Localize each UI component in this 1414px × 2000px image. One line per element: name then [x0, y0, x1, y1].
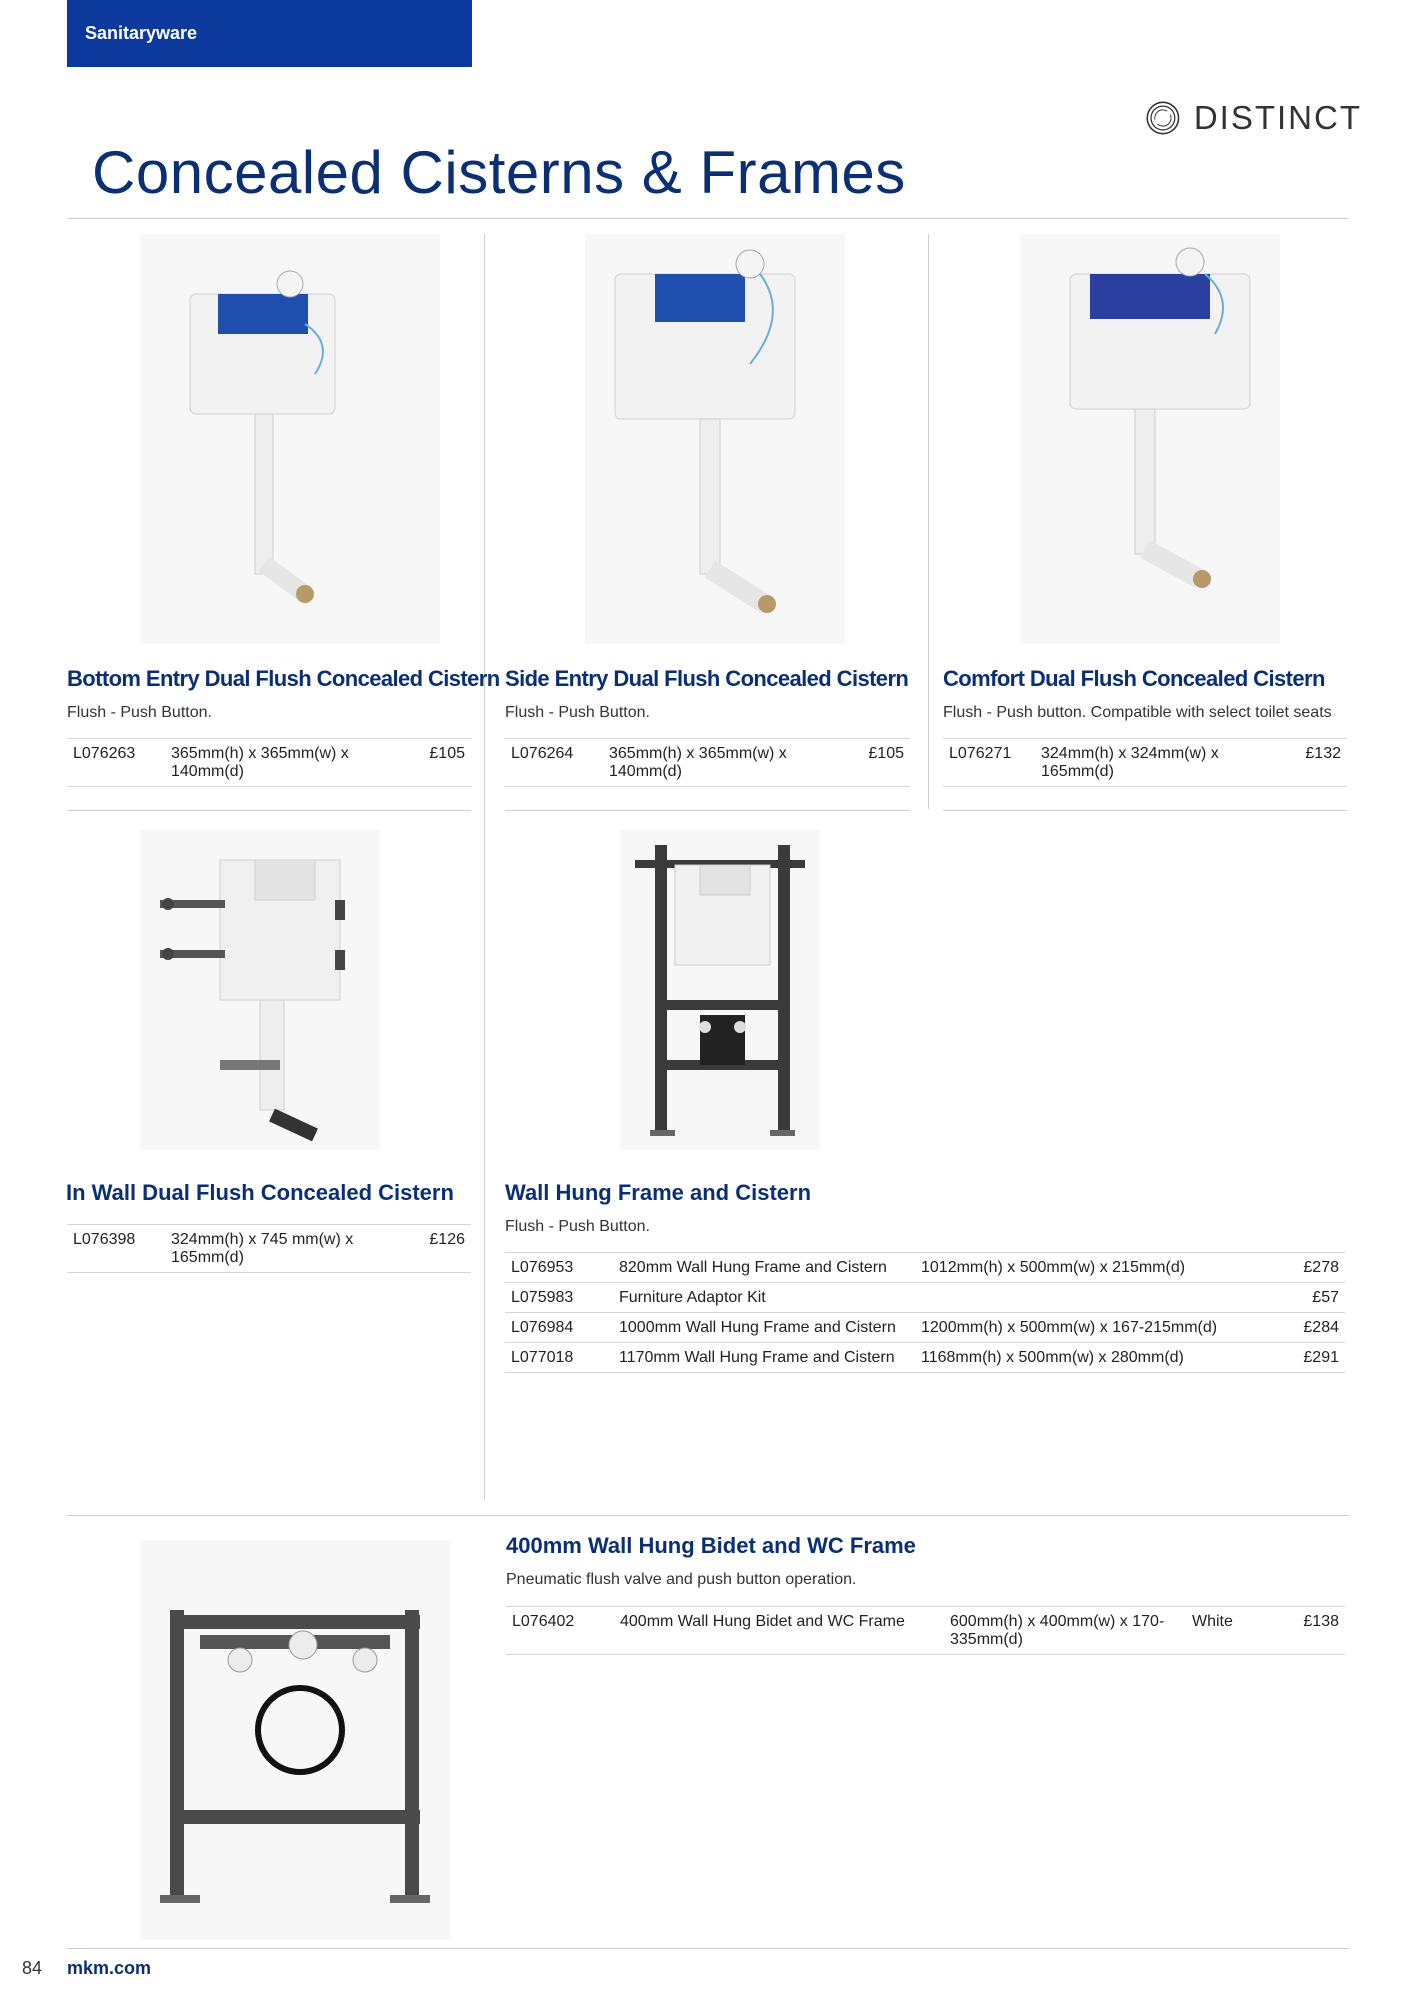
product-title: Comfort Dual Flush Concealed Cistern [943, 666, 1325, 691]
product-dimensions: 365mm(h) x 365mm(w) x 140mm(d) [165, 739, 399, 787]
column-divider [928, 234, 929, 809]
table-row [67, 739, 471, 787]
product-dimensions: 1168mm(h) x 500mm(w) x 280mm(d) [915, 1343, 1273, 1373]
product-dimensions: 324mm(h) x 324mm(w) x 165mm(d) [1035, 739, 1275, 787]
product-dimensions: 1200mm(h) x 500mm(w) x 167-215mm(d) [915, 1313, 1273, 1343]
section-tab: Sanitaryware [67, 0, 472, 67]
product-dimensions [915, 1283, 1273, 1313]
table-row [505, 1343, 1345, 1373]
table-row [505, 1313, 1345, 1343]
table-row [506, 1607, 1345, 1655]
product-price: £105 [838, 739, 910, 787]
distinct-logo-icon [1146, 91, 1180, 145]
product-image-bottom-entry-cistern [140, 234, 440, 644]
product-code: L076398 [67, 1225, 165, 1273]
product-dimensions: 324mm(h) x 745 mm(w) x 165mm(d) [165, 1225, 399, 1273]
product-dimensions: 600mm(h) x 400mm(w) x 170-335mm(d) [944, 1607, 1186, 1655]
product-image-in-wall-cistern [140, 830, 380, 1150]
product-name: 400mm Wall Hung Bidet and WC Frame [614, 1607, 944, 1655]
website-link[interactable]: mkm.com [67, 1958, 152, 1978]
page-title: Concealed Cisterns & Frames [92, 139, 906, 206]
column-divider [484, 234, 485, 1500]
product-code: L076402 [506, 1607, 614, 1655]
product-price: £126 [399, 1225, 471, 1273]
product-price: £138 [1273, 1607, 1345, 1655]
footer-divider [67, 1948, 1349, 1949]
row-divider [67, 810, 471, 811]
product-code: L076264 [505, 739, 603, 787]
page-number: 84 [22, 1958, 43, 1978]
row-divider [505, 810, 910, 811]
product-price: £105 [399, 739, 471, 787]
table-row [67, 1225, 471, 1273]
title-divider [67, 218, 1349, 219]
spec-table [67, 738, 471, 787]
product-description: Flush - Push Button. [505, 704, 650, 721]
spec-table [506, 1606, 1345, 1655]
product-dimensions: 1012mm(h) x 500mm(w) x 215mm(d) [915, 1253, 1273, 1283]
product-title: 400mm Wall Hung Bidet and WC Frame [506, 1533, 916, 1558]
product-title: Side Entry Dual Flush Concealed Cistern [505, 666, 909, 691]
product-title: Bottom Entry Dual Flush Concealed Cistern [67, 666, 500, 691]
product-description: Pneumatic flush valve and push button operation. [506, 1571, 857, 1588]
brand-logo [1146, 90, 1362, 146]
spec-table [67, 1224, 471, 1273]
product-description: Flush - Push Button. [505, 1218, 650, 1235]
product-price: £291 [1273, 1343, 1345, 1373]
product-name: Furniture Adaptor Kit [613, 1283, 915, 1313]
product-description: Flush - Push button. Compatible with select toilet seats [943, 704, 1332, 721]
spec-table [505, 1252, 1345, 1373]
product-finish: White [1186, 1607, 1273, 1655]
product-image-wall-hung-frame [620, 830, 820, 1150]
product-name: 1170mm Wall Hung Frame and Cistern [613, 1343, 915, 1373]
brand-name: DISTINCT [1193, 99, 1362, 136]
product-code: L076953 [505, 1253, 613, 1283]
product-dimensions: 365mm(h) x 365mm(w) x 140mm(d) [603, 739, 838, 787]
row-divider [943, 810, 1347, 811]
table-row [505, 1253, 1345, 1283]
product-price: £284 [1273, 1313, 1345, 1343]
product-title: In Wall Dual Flush Concealed Cistern [66, 1180, 454, 1205]
table-row [505, 739, 910, 787]
product-image-bidet-wc-frame [140, 1540, 450, 1940]
table-row [505, 1283, 1345, 1313]
product-price: £278 [1273, 1253, 1345, 1283]
product-code: L076263 [67, 739, 165, 787]
product-code: L076984 [505, 1313, 613, 1343]
product-code: L077018 [505, 1343, 613, 1373]
product-name: 820mm Wall Hung Frame and Cistern [613, 1253, 915, 1283]
section-divider [67, 1515, 1349, 1516]
product-price: £57 [1273, 1283, 1345, 1313]
spec-table [943, 738, 1347, 787]
product-title: Wall Hung Frame and Cistern [505, 1180, 812, 1205]
product-image-comfort-cistern [1020, 234, 1280, 644]
product-code: L075983 [505, 1283, 613, 1313]
spec-table [505, 738, 910, 787]
product-description: Flush - Push Button. [67, 704, 212, 721]
table-row [943, 739, 1347, 787]
product-name: 1000mm Wall Hung Frame and Cistern [613, 1313, 915, 1343]
product-price: £132 [1275, 739, 1347, 787]
product-image-side-entry-cistern [585, 234, 845, 644]
product-code: L076271 [943, 739, 1035, 787]
